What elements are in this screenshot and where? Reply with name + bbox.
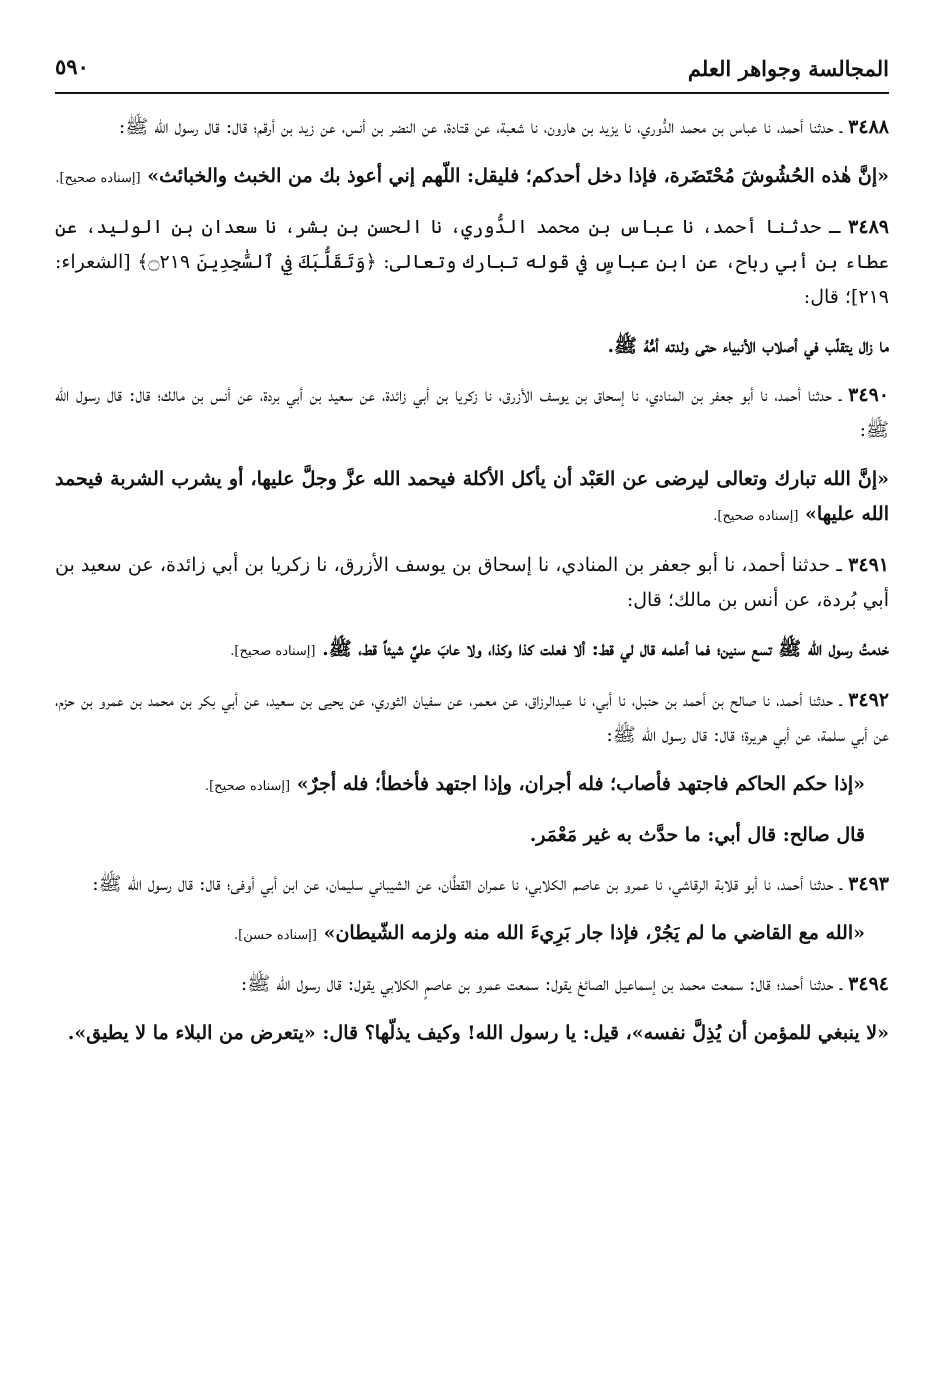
hadith-text-paragraph [55, 462, 889, 534]
isnad-paragraph [55, 548, 889, 618]
hadith-text-paragraph [55, 329, 889, 364]
hadith-text: «إنَّ الله تبارك وتعالى ليرضى عن العَبْد أن يأكل الأكلة فيحمد الله عزَّ وجلَّ عليها، أو يشرب الشربة فيحمد الله عليها» [55, 468, 889, 525]
running-title: المجالسة وجواهر العلم [687, 56, 889, 81]
hadith-text-paragraph [55, 1016, 889, 1051]
hadith-text-paragraph [55, 159, 889, 196]
hadith-number: ٣٤٨٩ [848, 216, 889, 238]
hadith-number: ٣٤٩٢ [848, 689, 889, 711]
hadith-text: «إنَّ هٰذه الحُشُوشَ مُحْتَضَرة، فإذا دخل أحدكم؛ فليقل: اللّهم إني أعوذ بك من الخبث والخبائث» [147, 165, 889, 187]
isnad-paragraph [55, 867, 889, 902]
isnad-text: ـ حدثنا أحمد، نا صالح بن أحمد بن حنبل، نا أبي، نا عبدالرزاق، عن معمر، عن سفيان الثوري، عن يحيى بن سعيد، عن أبي بكر بن محمد بن عمرو بن حزم، عن أبي سلمة، عن أبي هريرة؛ قال: قال رسول الله ﷺ: [55, 689, 889, 746]
hadith-text-paragraph [55, 767, 889, 804]
hadith-text: «إذا حكم الحاكم فاجتهد فأصاب؛ فله أجران، وإذا اجتهد فأخطأ؛ فله أجرٌ» [296, 773, 865, 795]
isnad-paragraph [55, 110, 889, 145]
grading-note: [إسناده حسن]. [234, 928, 317, 943]
page-number: ٥٩٠ [55, 54, 89, 79]
hadith-text: «الله مع القاضي ما لم يَجُرْ، فإذا جار بَرِيءَ الله منه ولزمه الشّيطان» [323, 922, 865, 944]
comment-paragraph [55, 818, 889, 853]
grading-note: [إسناده صحيح]. [713, 509, 799, 524]
grading-note: [إسناده صحيح]. [204, 779, 291, 794]
isnad-paragraph [55, 378, 889, 448]
page-header [55, 52, 889, 92]
grading-note: [إسناده صحيح]. [230, 644, 316, 659]
isnad-text: ـ حدثنا أحمد، نا أبو جعفر بن المنادي، نا إسحاق بن يوسف الأزرق، نا زكريا بن أبي زائدة، عن سعيد بن أبي بُردة، عن أنس بن مالك؛ قال: [55, 554, 889, 611]
page-body [55, 110, 889, 1065]
hadith-text: خدمتُ رسول الله ﷺ تسع سنين؛ فما أعلمه قال لي قط: ألا فعلت كذا وكذا، ولا عابَ عليَّ شيئاً قط، ﷺ. [322, 638, 889, 660]
comment-text: قال صالح: قال أبي: ما حدَّث به غير مَعْمَر. [529, 824, 865, 846]
isnad-text: ـ حدثنا أحمد، نا أبو جعفر بن المنادي، نا إسحاق بن يوسف الأزرق، نا زكريا بن أبي زائدة، عن سعيد بن أبي بردة، عن أنس بن مالك؛ قال: قال رسول الله ﷺ: [55, 384, 889, 441]
isnad-text: ـ حدثنا أحمد، نا أبو قلابة الرقاشي، نا عمرو بن عاصم الكلابي، نا عمران القطَّان، عن الشيباني سليمان، عن ابن أبي أوفى؛ قال: قال رسول الله ﷺ: [92, 873, 849, 895]
isnad-paragraph [55, 210, 889, 315]
isnad-text: ـ حدثنا أحمد؛ قال: سمعت محمد بن إسماعيل الصائغ يقول: سمعت عمرو بن عاصمٍ الكلابي يقول: قال رسول الله ﷺ: [240, 973, 849, 995]
grading-note: [إسناده صحيح]. [55, 171, 141, 186]
hadith-number: ٣٤٩١ [848, 554, 889, 576]
hadith-text: «لا ينبغي للمؤمن أن يُذِلَّ نفسه»، قيل: يا رسول الله! وكيف يذلّها؟ قال: «يتعرض من البلاء ما لا يطيق». [67, 1022, 889, 1044]
isnad-paragraph [55, 967, 889, 1002]
hadith-number: ٣٤٩٠ [848, 384, 889, 406]
isnad-text: ـ حدثنا أحمد، نا عباس بن محمد الدُّوري، نا يزيد بن هارون، نا شعبة، عن قتادة، عن النضر بن أنس، عن زيد بن أرقم؛ قال: قال رسول الله ﷺ: [118, 116, 849, 138]
hadith-number: ٣٤٩٣ [848, 873, 889, 895]
isnad-paragraph [55, 683, 889, 753]
isnad-text: ـ حدثنا أحمد، نا عباس بن محمد الدُّوري، نا الحسن بن بشر، نا سعدان بن الوليد، عن عطاء بن أبي رباح، عن ابن عباسٍ في قوله تبارك وتعالى: ﴿وَتَقَلُّبَكَ فِي ٱلسَّٰجِدِينَ ۝٢١٩﴾ [الشعراء: ٢١٩]؛ قال: [55, 216, 889, 308]
hadith-number: ٣٤٨٨ [848, 116, 889, 138]
hadith-text-paragraph [55, 632, 889, 669]
hadith-text-paragraph [55, 916, 889, 953]
header-divider [55, 92, 889, 94]
hadith-text: ما زال يتقلّب في أصلاب الأنبياء حتى ولدته أمُّهُ ﷺ. [607, 335, 889, 357]
hadith-number: ٣٤٩٤ [848, 973, 889, 995]
